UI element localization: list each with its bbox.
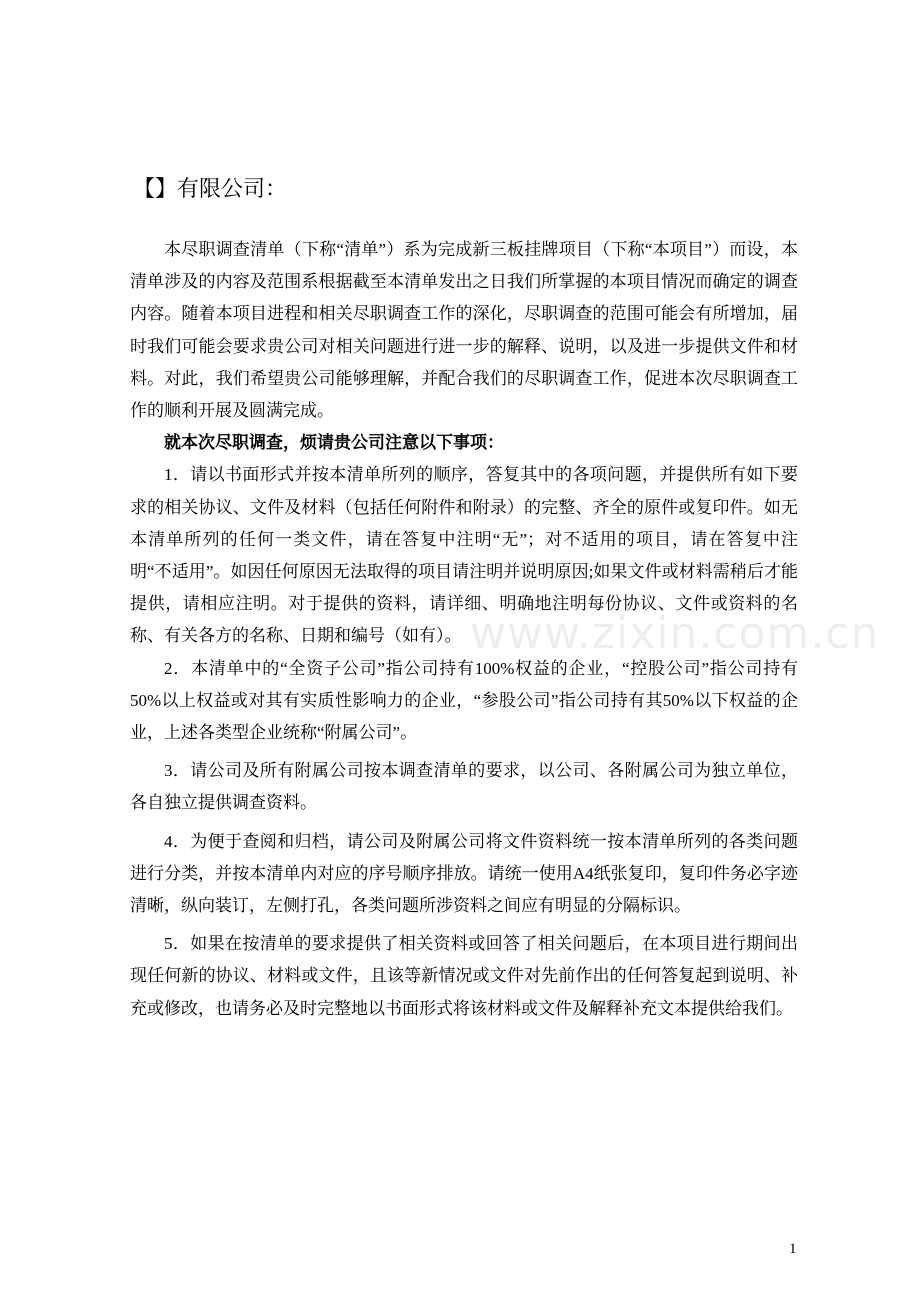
notice-item-3: 3．请公司及所有附属公司按本调查清单的要求，以公司、各附属公司为独立单位，各自独立提供调查资料。	[130, 761, 798, 813]
notice-item-4: 4．为便于查阅和归档，请公司及附属公司将文件资料统一按本清单所列的各类问题进行分类，并按本清单内对应的序号顺序排放。请统一使用A4纸张复印，复印件务必字迹清晰，纵向装订，左侧打孔，各类问题所涉资料之间应有明显的分隔标识。	[130, 831, 798, 916]
notice-item-1: 1．请以书面形式并按本清单所列的顺序，答复其中的各项问题，并提供所有如下要求的相关协议、文件及材料（包括任何附件和附录）的完整、齐全的原件或复印件。如无本清单所列的任何一类文件，请在答复中注明“无”；对不适用的项目，请在答复中注明“不适用”。如因任何原因无法取得的项目请注明并说明原因;如果文件或材料需稍后才能提供，请相应注明。对于提供的资料，请详细、明确地注明每份协议、文件或资料的名称、有关各方的名称、日期和编号（如有）。	[130, 465, 798, 646]
page-number: 1	[789, 1241, 797, 1257]
notice-item-5: 5．如果在按清单的要求提供了相关资料或回答了相关问题后，在本项目进行期间出现任何新的协议、材料或文件，且该等新情况或文件对先前作出的任何答复起到说明、补充或修改，也请务必及时完整地以书面形式将该材料或文件及解释补充文本提供给我们。	[130, 934, 798, 1018]
salutation: 【】有限公司：	[133, 177, 288, 202]
notice-heading: 就本次尽职调查，烦请贵公司注意以下事项：	[164, 433, 504, 453]
document-body	[130, 234, 798, 1025]
watermark: www.zixin.com.cn	[470, 608, 880, 659]
notice-item-2: 2．本清单中的“全资子公司”指公司持有100%权益的企业，“控股公司”指公司持有50%以上权益或对其有实质性影响力的企业，“参股公司”指公司持有其50%以下权益的企业，上述各类型企业统称“附属公司”。	[130, 658, 798, 743]
intro-paragraph: 本尽职调查清单（下称“清单”）系为完成新三板挂牌项目（下称“本项目”）而设，本清单涉及的内容及范围系根据截至本清单发出之日我们所掌握的本项目情况而确定的调查内容。随着本项目进程和相关尽职调查工作的深化，尽职调查的范围可能会有所增加，届时我们可能会要求贵公司对相关问题进行进一步的解释、说明，以及进一步提供文件和材料。对此，我们希望贵公司能够理解，并配合我们的尽职调查工作，促进本次尽职调查工作的顺利开展及圆满完成。	[130, 240, 798, 421]
